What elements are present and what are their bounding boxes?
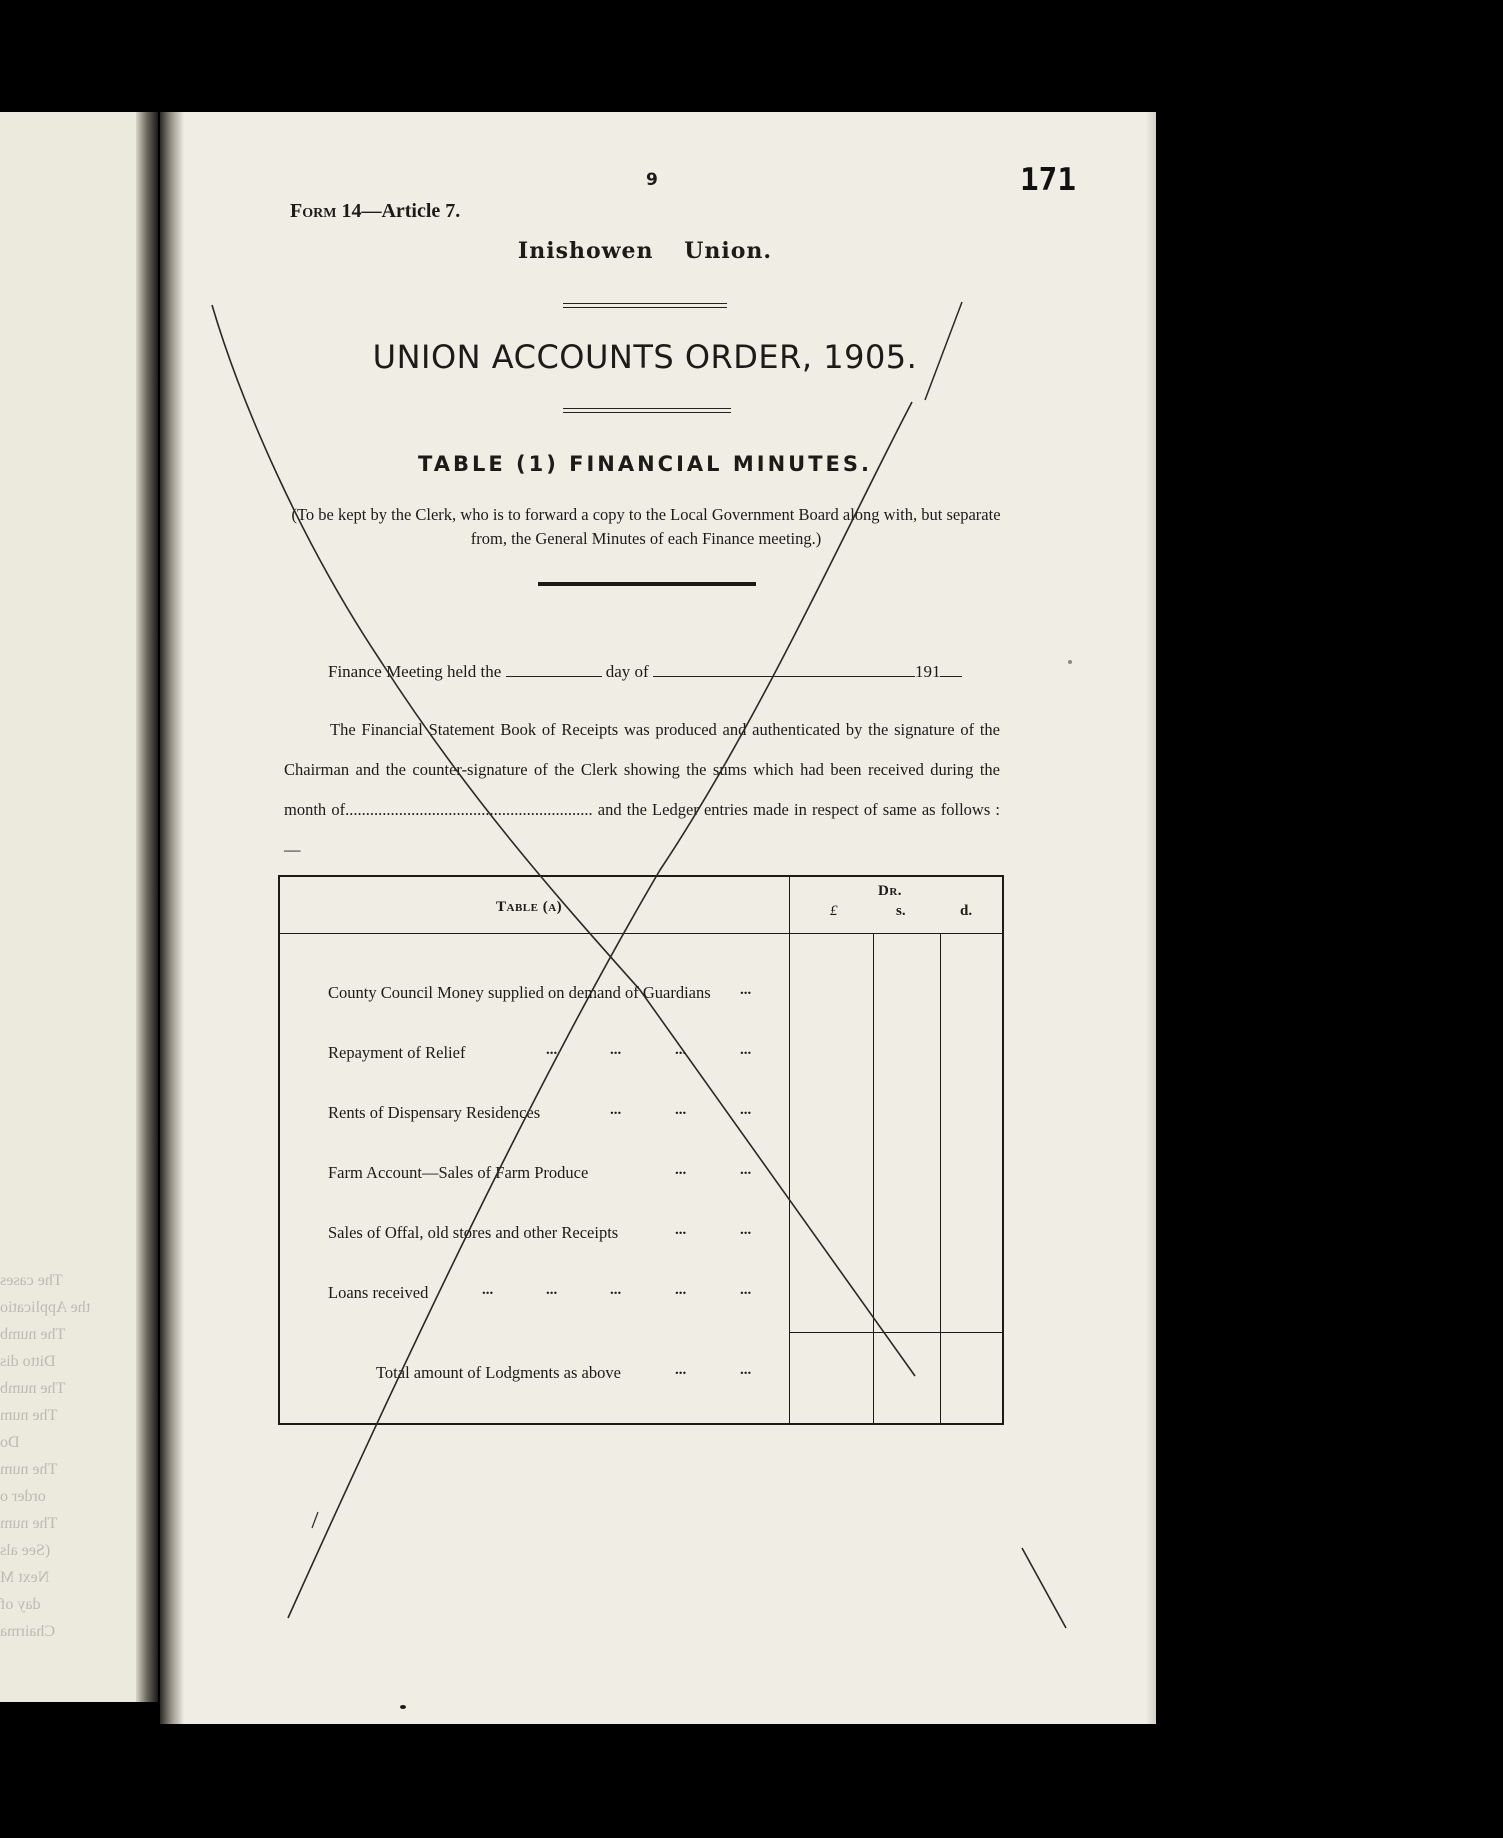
row-dots: ... [546, 1042, 558, 1058]
column-divider [789, 877, 790, 1423]
table-row: Repayment of Relief [328, 1043, 466, 1062]
header-rule [280, 933, 1002, 934]
table-row: Loans received [328, 1283, 429, 1302]
page-number: 9 [646, 170, 658, 190]
row-dots: ... [675, 1162, 687, 1178]
row-dots: ... [740, 1362, 752, 1378]
ghost-line: The numb [0, 1380, 66, 1397]
column-divider [873, 933, 874, 1423]
row-dots: ... [482, 1282, 494, 1298]
row-dots: ... [740, 1162, 752, 1178]
paragraph-text-2: and the Ledger entries made in respect of same as follows :— [284, 800, 1000, 859]
row-dots: ... [740, 1102, 752, 1118]
table-header-label: Table (a) [496, 899, 563, 915]
ghost-line: The num [0, 1407, 58, 1424]
meeting-line [328, 662, 962, 682]
ghost-line: (See als [0, 1542, 51, 1559]
form-article: 14—Article 7. [341, 200, 461, 222]
column-divider [940, 933, 941, 1423]
pounds-header: £ [830, 903, 838, 919]
divider-rule [563, 303, 727, 308]
ghost-line: Next M [0, 1569, 50, 1586]
row-dots: ... [675, 1222, 687, 1238]
statement-paragraph [284, 710, 1000, 870]
row-dots: ... [740, 1042, 752, 1058]
table-row: Farm Account—Sales of Farm Produce [328, 1163, 589, 1182]
form-reference [290, 200, 460, 223]
day-of-label: day of [605, 662, 649, 681]
year-prefix: 191 [914, 662, 941, 681]
folio-number: 171 [1020, 162, 1076, 198]
form-label: Form [290, 200, 337, 222]
row-dots: ... [675, 1102, 687, 1118]
row-dots: ... [546, 1282, 558, 1298]
year-blank [940, 662, 962, 677]
ghost-line: The num [0, 1461, 58, 1478]
thick-divider [538, 582, 756, 586]
row-dots: ... [610, 1042, 622, 1058]
leader-dots: ............................................................ [345, 800, 593, 819]
ink-speck [400, 1705, 406, 1709]
row-dots: ... [610, 1282, 622, 1298]
total-row: Total amount of Lodgments as above [376, 1363, 621, 1382]
month-blank [653, 662, 915, 677]
table-subtitle: TABLE (1) FINANCIAL MINUTES. [418, 452, 872, 476]
table-row: Sales of Offal, old stores and other Receipts [328, 1223, 619, 1242]
ghost-line: the Applicatio [0, 1299, 91, 1316]
meeting-prefix: Finance Meeting held the [328, 662, 502, 681]
ghost-line: order o [0, 1488, 46, 1505]
ghost-line: The num [0, 1515, 58, 1532]
ghost-line: Do [0, 1434, 20, 1451]
dr-header: Dr. [878, 883, 903, 899]
row-dots: ... [740, 1222, 752, 1238]
union-name: Inishowen Union. [517, 238, 773, 264]
ghost-line: The cases [0, 1272, 63, 1289]
row-dots: ... [610, 1102, 622, 1118]
lodgments-table [278, 875, 1004, 1425]
ghost-line: Chairma [0, 1623, 56, 1640]
row-dots: ... [675, 1282, 687, 1298]
document-title: UNION ACCOUNTS ORDER, 1905. [372, 338, 918, 376]
left-page-bleed-through [0, 1267, 100, 1645]
row-dots: ... [675, 1042, 687, 1058]
ink-speck [1068, 660, 1072, 664]
pence-header: d. [960, 903, 973, 919]
divider-rule [563, 408, 731, 413]
total-rule [789, 1332, 1002, 1333]
day-blank [506, 662, 602, 677]
table-row: Rents of Dispensary Residences [328, 1103, 541, 1122]
paragraph-text-1: The Financial Statement Book of Receipts was produced and authenticated by the signature of the Chairman and the counter-signature of the Clerk showing the sums which had been received during the month of [284, 720, 1000, 819]
table-row: County Council Money supplied on demand of Guardians [328, 983, 711, 1002]
ghost-line: Ditto dis [0, 1353, 56, 1370]
instruction-note: (To be kept by the Clerk, who is to forward a copy to the Local Government Board along with, but separate from, the General Minutes of each Finance meeting.) [291, 505, 1001, 548]
row-dots: ... [740, 982, 752, 998]
row-dots: ... [740, 1282, 752, 1298]
row-dots: ... [675, 1362, 687, 1378]
ghost-line: day of [0, 1596, 41, 1613]
shillings-header: s. [896, 903, 906, 919]
ghost-line: The numb [0, 1326, 66, 1343]
